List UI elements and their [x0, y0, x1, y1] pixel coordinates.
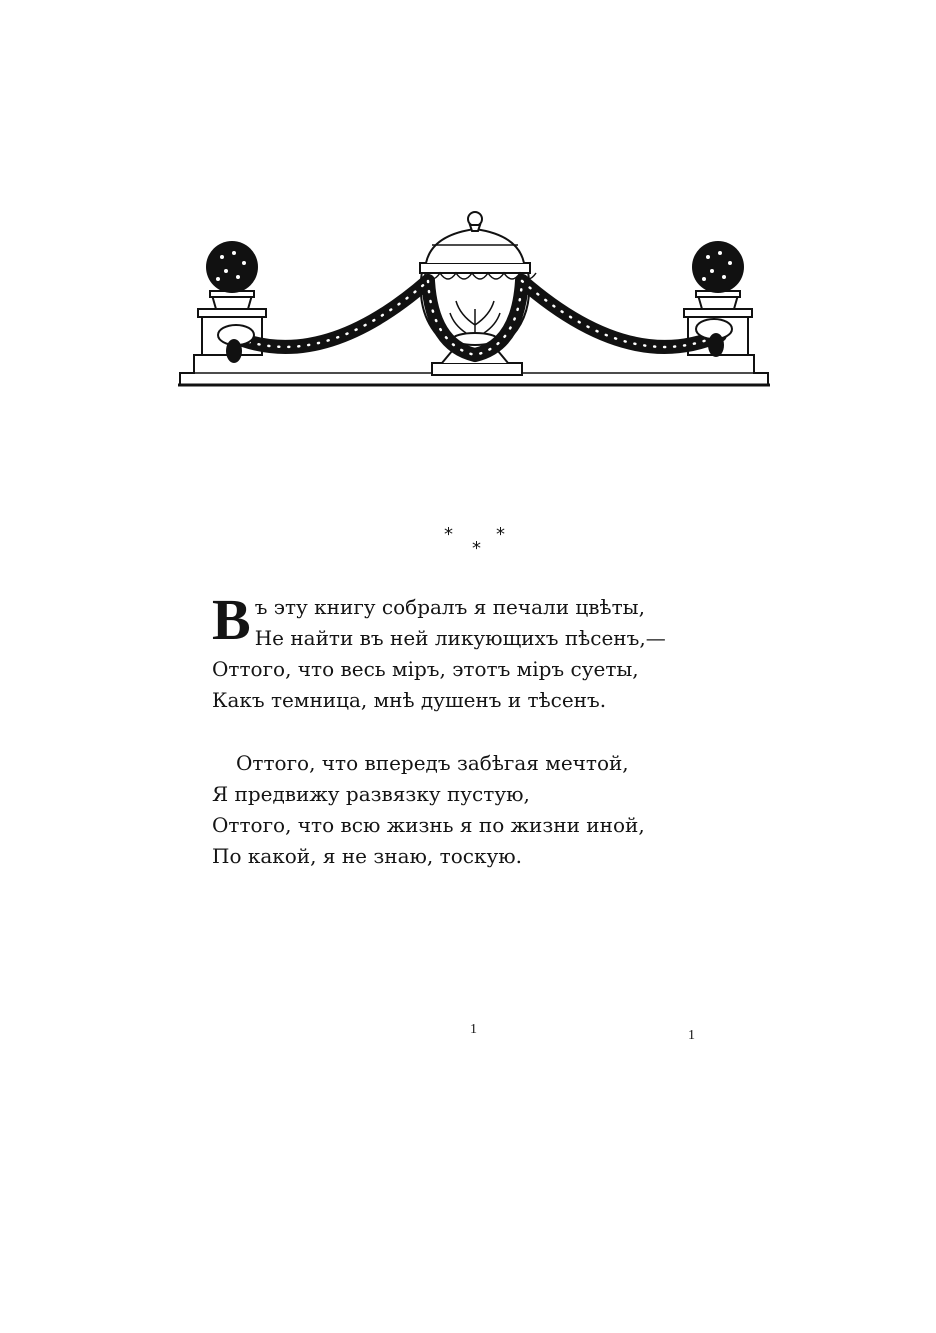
poem [212, 587, 772, 872]
asterism [430, 522, 520, 562]
headpiece-ornament [170, 205, 780, 395]
asterism-star: * [444, 524, 453, 545]
poem-line: Оттого, что весь міръ, этотъ міръ суеты, [212, 657, 639, 681]
drop-cap: В [212, 587, 251, 652]
poem-line: Не найти въ ней ликующихъ пѣсенъ,— [254, 626, 666, 650]
page-mark: 1 [688, 1028, 695, 1043]
stanza-2 [212, 748, 772, 872]
poem-line: ъ эту книгу собралъ я печали цвѣты, [254, 595, 645, 619]
poem-line: Какъ темница, мнѣ душенъ и тѣсенъ. [212, 688, 607, 712]
asterism-star: * [496, 524, 505, 545]
poem-line: Я предвижу развязку пустую, [212, 782, 530, 806]
asterism-star: * [472, 538, 481, 559]
signature-mark: 1 [470, 1022, 477, 1037]
poem-line: Оттого, что впередъ забѣгая мечтой, [236, 751, 629, 775]
poem-line: Оттого, что всю жизнь я по жизни иной, [212, 813, 645, 837]
stanza-1 [212, 587, 772, 716]
poem-line: По какой, я не знаю, тоскую. [212, 844, 522, 868]
